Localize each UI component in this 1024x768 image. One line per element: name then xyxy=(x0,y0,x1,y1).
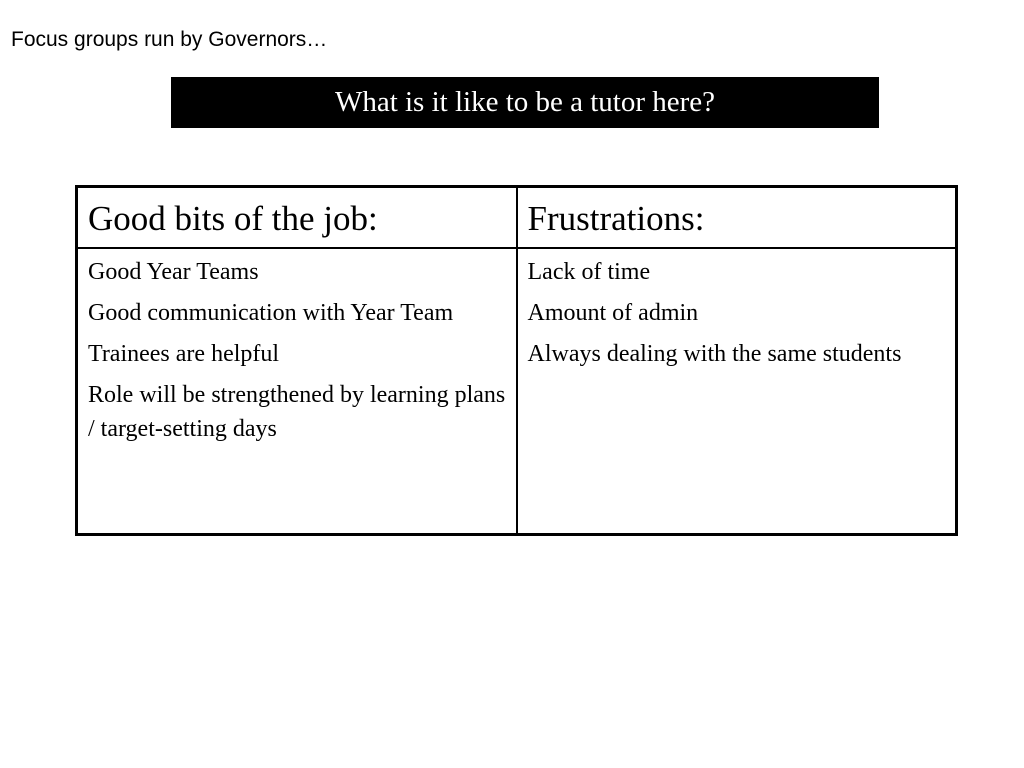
header-frustrations: Frustrations: xyxy=(517,188,956,248)
good-bits-cell xyxy=(78,248,517,533)
focus-group-caption: Focus groups run by Governors… xyxy=(11,28,328,51)
comparison-grid xyxy=(78,188,955,533)
list-item: Trainees are helpful xyxy=(88,341,280,367)
table-header-row xyxy=(78,188,955,248)
list-item: Lack of time xyxy=(527,259,651,285)
list-item: Role will be strengthened by learning plans / target-setting days xyxy=(88,382,506,442)
good-bits-list xyxy=(88,255,506,446)
frustrations-cell xyxy=(517,248,956,533)
frustrations-list xyxy=(528,255,946,371)
comparison-table xyxy=(75,185,958,536)
list-item: Good communication with Year Team xyxy=(88,300,454,326)
slide-title: What is it like to be a tutor here? xyxy=(171,77,879,128)
list-item: Always dealing with the same students xyxy=(527,341,902,367)
list-item: Good Year Teams xyxy=(88,259,259,285)
table-body-row xyxy=(78,248,955,533)
header-good-bits: Good bits of the job: xyxy=(78,188,517,248)
list-item: Amount of admin xyxy=(527,300,699,326)
